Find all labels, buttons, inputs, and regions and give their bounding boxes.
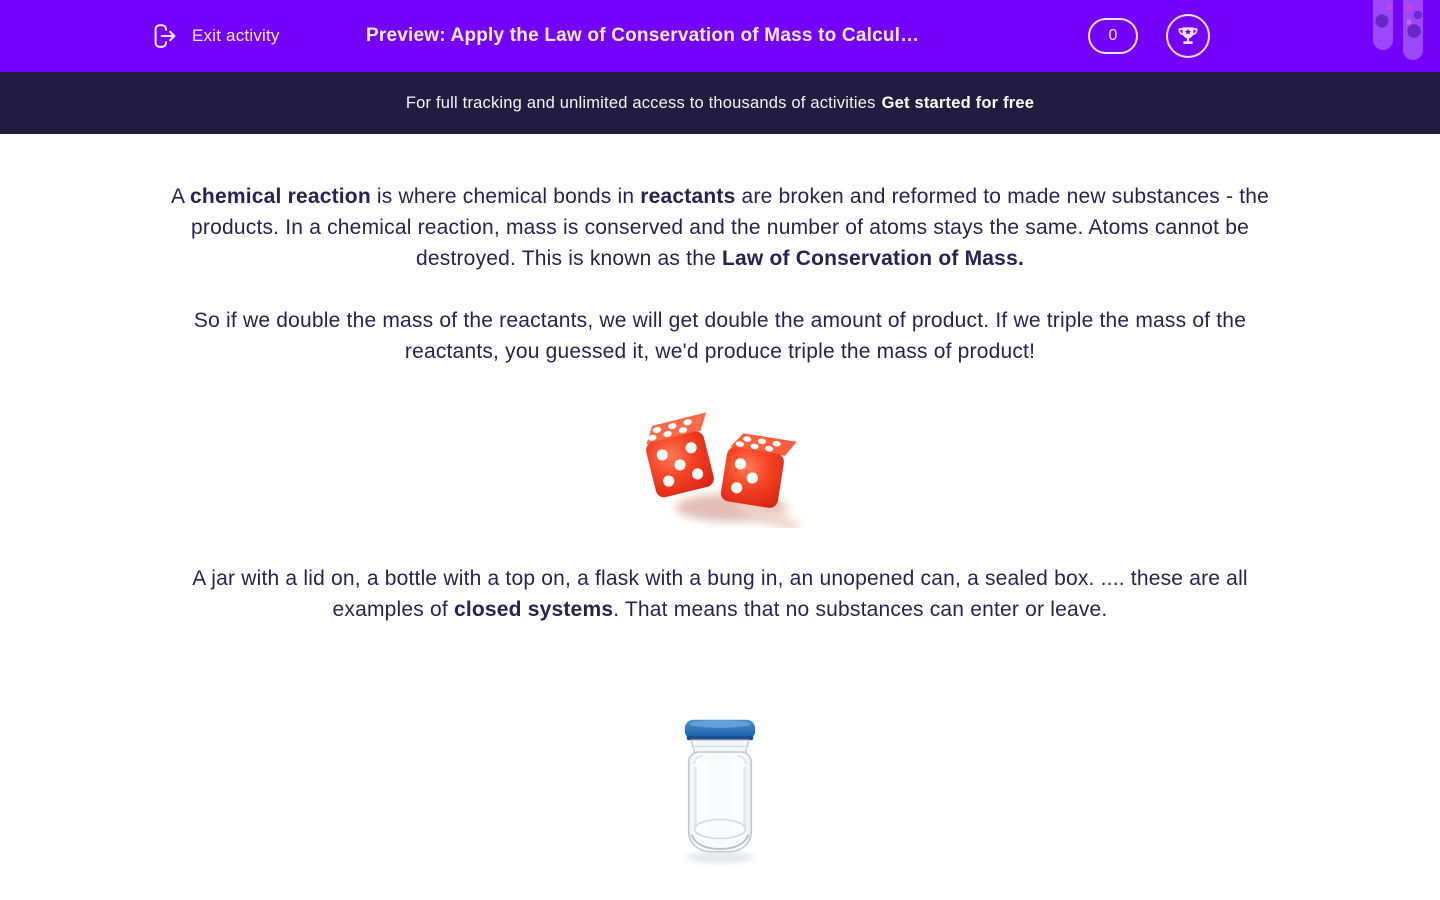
- exit-activity-label: Exit activity: [192, 26, 280, 45]
- trophy-icon: [1175, 23, 1201, 49]
- test-tube-icon: [1368, 0, 1428, 64]
- red-dice-image: [620, 398, 820, 528]
- page-title: Preview: Apply the Law of Conservation of Mass to Calcul…: [366, 25, 920, 46]
- app-header: [0, 0, 1440, 72]
- paragraph-double-mass: So if we double the mass of the reactants, we will get double the amount of product. If we triple the mass of the reactants, you guessed it, we'd produce triple the mass of product!: [193, 309, 1247, 363]
- promo-banner: [0, 72, 1440, 134]
- test-tubes-decoration: [1368, 0, 1428, 64]
- exit-arrow-icon: [150, 21, 180, 51]
- glass-jar-image: [659, 715, 781, 867]
- score-value: 0: [1108, 27, 1118, 44]
- exit-activity-button[interactable]: [150, 0, 280, 72]
- promo-message: For full tracking and unlimited access to thousands of activities: [405, 93, 876, 112]
- activity-content: [0, 134, 1440, 867]
- paragraph-closed-systems: A jar with a lid on, a bottle with a top on, a flask with a bung in, an unopened can, a sealed box. .... these are all examples of closed systems. That means that no substances can enter or leave.: [192, 567, 1248, 621]
- paragraph-chemical-reaction: A chemical reaction is where chemical bonds in reactants are broken and reformed to made new substances - the products. In a chemical reaction, mass is conserved and the number of atoms stays the same. Atoms cannot be destroyed. This is known as the Law of Conservation of Mass.: [170, 185, 1270, 270]
- get-started-link[interactable]: Get started for free: [881, 93, 1035, 112]
- score-badge: [1088, 18, 1138, 54]
- trophy-button[interactable]: [1166, 14, 1210, 58]
